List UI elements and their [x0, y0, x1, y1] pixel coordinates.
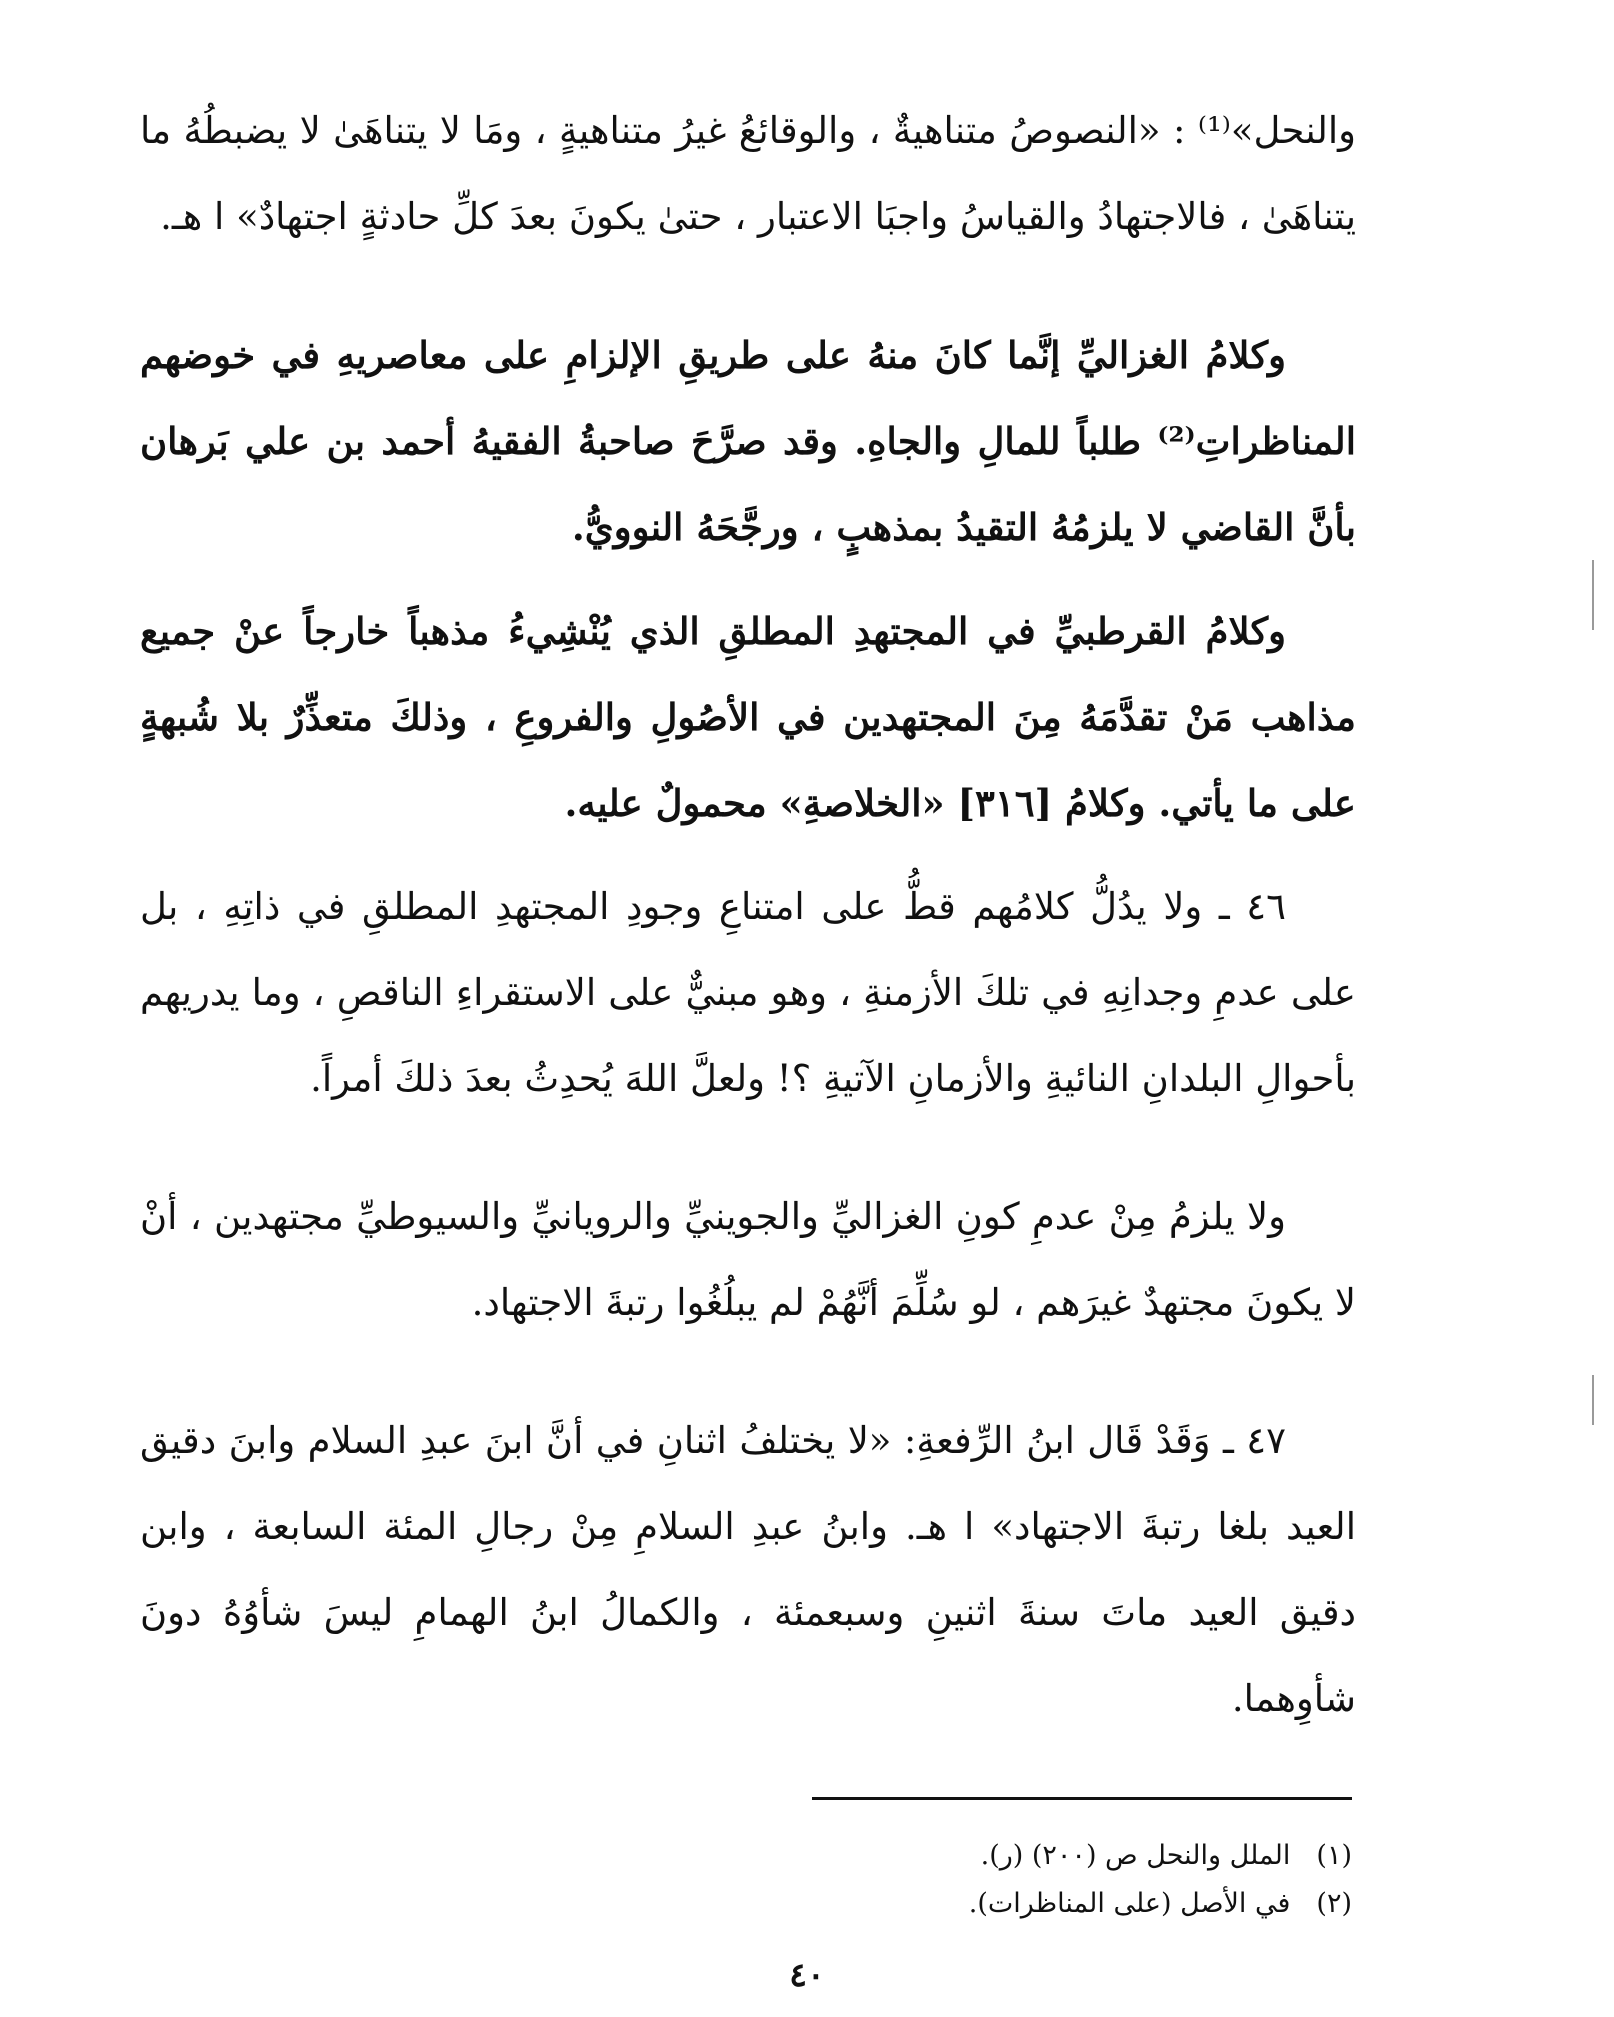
- paragraph-5: ولا يلزمُ مِنْ عدمِ كونِ الغزاليِّ والجوينيِّ والرويانيِّ والسيوطيِّ مجتهدين ، أنْ لا يكونَ مجتهدٌ غيرَهم ، لو سُلِّمَ أنَّهُمْ لم يبلُغُوا رتبةَ الاجتهاد.: [140, 1195, 1356, 1324]
- paragraph-3: وكلامُ القرطبيِّ في المجتهدِ المطلقِ الذي يُنْشِيءُ مذهباً خارجاً عنْ جميع مذاهب مَنْ تقدَّمَهُ مِنَ المجتهدين في الأصُولِ والفروعِ ، وذلكَ متعذِّرٌ بلا شُبهةٍ على ما يأتي. وكلامُ [٣١٦] «الخلاصةِ» محمولٌ عليه.: [140, 609, 1356, 825]
- footnote-text: في الأصل (على المناظرات).: [968, 1888, 1291, 1919]
- page-number: ٤٠: [789, 1955, 825, 1994]
- paragraph-4: ٤٦ ـ ولا يدُلُّ كلامُهم قطُّ على امتناعِ وجودِ المجتهدِ المطلقِ في ذاتِهِ ، بل على عدمِ وجدانِهِ في تلكَ الأزمنةِ ، وهو مبنيٌّ على الاستقراءِ الناقصِ ، وما يدريهم بأحوالِ البلدانِ النائيةِ والأزمانِ الآتيةِ ؟! ولعلَّ اللهَ يُحدِثُ بعدَ ذلكَ أمراً.: [140, 885, 1356, 1100]
- footnote-2: [700, 1880, 1352, 1928]
- main-text: [140, 88, 1356, 1742]
- footnote-text: الملل والنحل ص (٢٠٠) (ر).: [980, 1840, 1291, 1871]
- footnote-separator: [812, 1797, 1352, 1800]
- footnote-marker: (٢): [1316, 1888, 1352, 1919]
- footnotes: [700, 1832, 1352, 1928]
- footnote-1: [700, 1832, 1352, 1880]
- paragraph-1: والنحل»⁽¹⁾ : «النصوصُ متناهيةٌ ، والوقائعُ غيرُ متناهيةٍ ، ومَا لا يتناهَىٰ لا يضبطُهُ ما يتناهَىٰ ، فالاجتهادُ والقياسُ واجبَا الاعتبار ، حتىٰ يكونَ بعدَ كلِّ حادثةٍ اجتهادٌ» ا هـ.: [140, 109, 1356, 238]
- footnote-marker: (١): [1316, 1840, 1352, 1871]
- scan-edge-mark: [1592, 1375, 1594, 1425]
- scan-edge-mark: [1592, 560, 1594, 630]
- paragraph-6: ٤٧ ـ وَقَدْ قَال ابنُ الرِّفعةِ: «لا يختلفُ اثنانِ في أنَّ ابنَ عبدِ السلام وابنَ دقيق العيد بلغا رتبةَ الاجتهاد» ا هـ. وابنُ عبدِ السلامِ مِنْ رجالِ المئة السابعة ، وابن دقيق العيد ماتَ سنةَ اثنينِ وسبعمئة ، والكمالُ ابنُ الهمامِ ليسَ شأوُهُ دونَ شأوِهما.: [140, 1419, 1356, 1720]
- paragraph-2: وكلامُ الغزاليِّ إنَّما كانَ منهُ على طريقِ الإلزامِ على معاصريهِ في خوضهم المناظراتِ⁽²⁾ طلباً للمالِ والجاهِ. وقد صرَّحَ صاحبةُ الفقيهُ أحمد بن علي بَرهان بأنَّ القاضي لا يلزمُهُ التقيدُ بمذهبٍ ، ورجَّحَهُ النوويُّ.: [140, 333, 1356, 549]
